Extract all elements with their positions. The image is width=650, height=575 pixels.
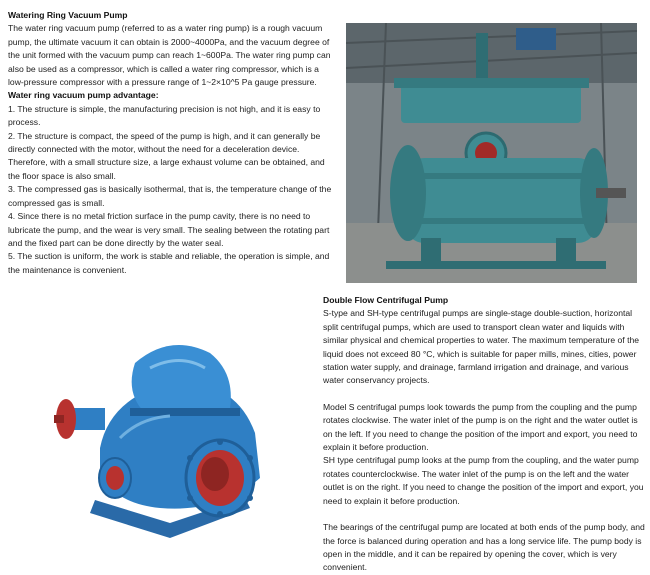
water-ring-intro: The water ring vacuum pump (referred to as a water ring pump) is a rough vacuum pump, the ultimate vacuum it can obtain is 2000~4000Pa, and the vacuum degree of the unit formed with the vacuum pump can reach 1~600Pa. The water ring pump can also be used as a compressor, which is called a water ring compressor, which is a low-pressure compressor with a pressure range of 1~2×10^5 Pa gauge pressure. xyxy=(8,23,331,88)
advantage-item: 5. The suction is uniform, the work is stable and reliable, the operation is simple, and the maintenance is convenient. xyxy=(8,251,330,275)
water-ring-section xyxy=(8,9,334,277)
water-ring-advantage-heading: Water ring vacuum pump advantage: xyxy=(8,90,159,101)
advantage-item: 2. The structure is compact, the speed of the pump is high, and it can generally be directly connected with the motor, without the need for a deceleration device. Therefore, with a small structure size, a large exhaust volume can be obtained, and the floor space is also small. xyxy=(8,130,325,181)
advantage-item: 3. The compressed gas is basically isothermal, that is, the temperature change of the compressed gas is small. xyxy=(8,184,332,208)
water-ring-pump-photo xyxy=(346,23,637,283)
water-ring-pump-illustration xyxy=(346,23,637,283)
paragraph-gap xyxy=(323,508,645,521)
advantage-item: 1. The structure is simple, the manufacturing precision is not high, and it is easy to process. xyxy=(8,103,321,128)
advantage-item: 4. Since there is no metal friction surface in the pump cavity, there is no need to lubricate the pump, and the wear is very small. The sealing between the rotating part and the fixed part can be done directly by the water seal. xyxy=(8,211,330,248)
double-flow-title: Double Flow Centrifugal Pump xyxy=(323,295,449,305)
double-flow-paragraph: The bearings of the centrifugal pump are located at both ends of the pump body, and the force is balanced during operation and has a long service life. The pump body is open in the middle, and it can be repaired by opening the cover, which is very convenient. xyxy=(323,522,645,573)
double-flow-pump-photo xyxy=(50,338,280,544)
double-flow-paragraph: SH type centrifugal pump looks at the pump from the coupling, and the water pump rotates counterclockwise. The water inlet of the pump is on the left and the water outlet is on the right. If you need to change the position of the import and export, you need to explain it before production. xyxy=(323,455,644,506)
double-flow-paragraph: S-type and SH-type centrifugal pumps are single-stage double-suction, horizontal split centrifugal pumps, which are used to transport clean water and liquids with similar physical and chemical properties to water. The maximum temperature of the liquid does not exceed 80 °C, which is suitable for paper mills, mines, cities, power station water supply, and drainage, farmland irrigation and drainage, and various water conservancy projects. xyxy=(323,308,640,386)
water-ring-title: Watering Ring Vacuum Pump xyxy=(8,10,128,20)
double-flow-pump-illustration xyxy=(50,338,280,544)
double-flow-section xyxy=(323,294,645,575)
paragraph-gap xyxy=(323,388,645,401)
double-flow-paragraph: Model S centrifugal pumps look towards the pump from the coupling and the pump rotates clockwise. The water inlet of the pump is on the right and the water outlet is on the left. If you need to change the position of the import and export, you need to explain it before production. xyxy=(323,401,638,453)
